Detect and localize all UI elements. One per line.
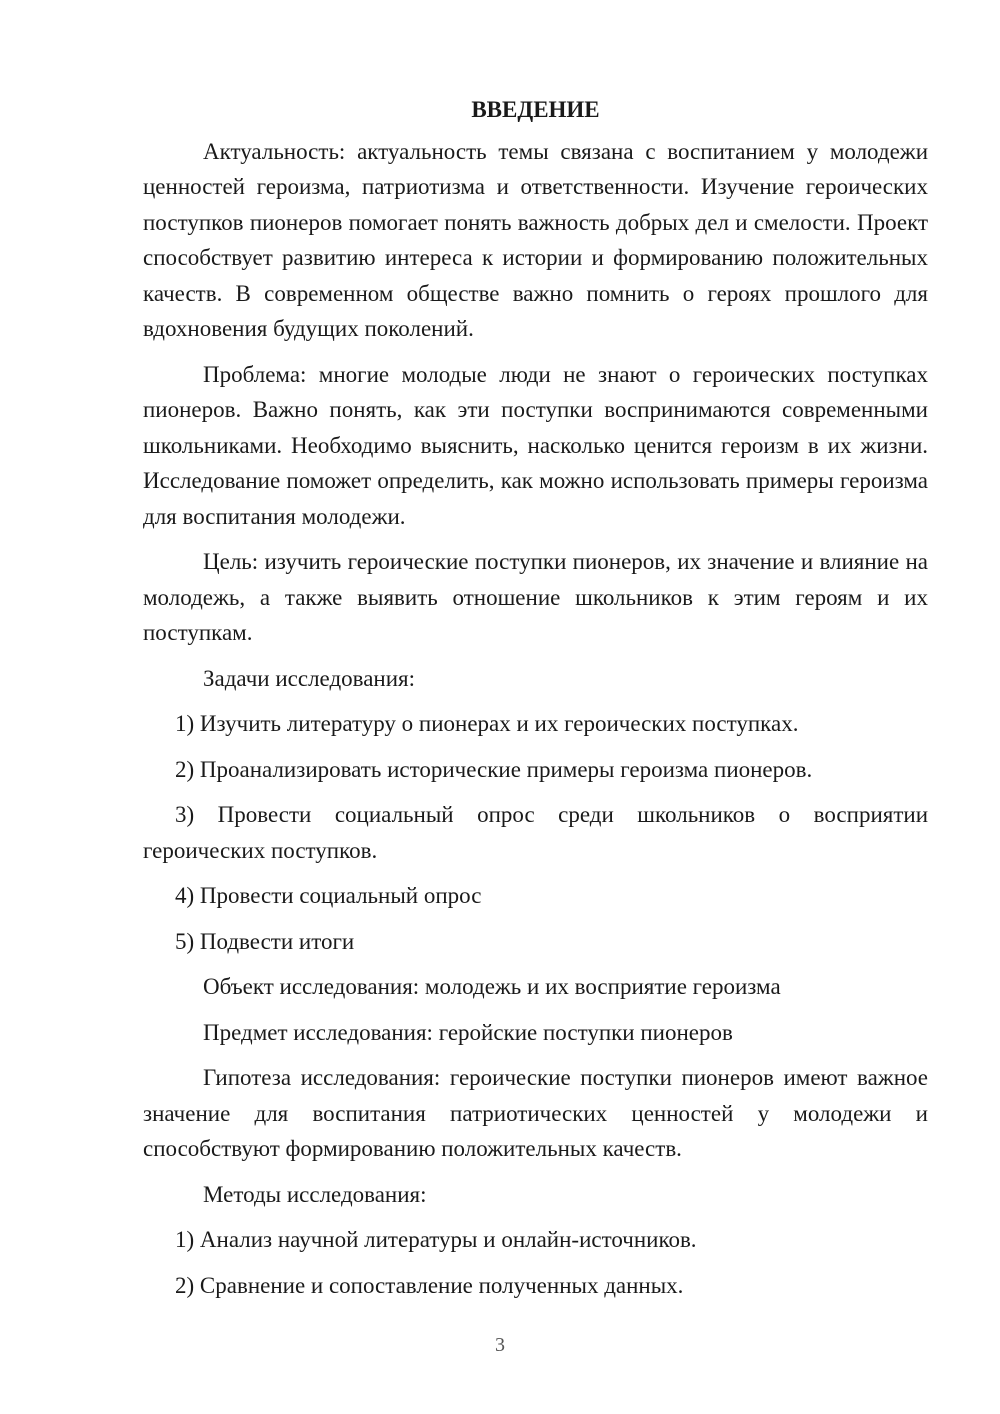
- research-object: Объект исследования: молодежь и их восприятие героизма: [203, 974, 781, 999]
- methods-heading: Методы исследования:: [203, 1181, 427, 1207]
- page-number: 3: [495, 1334, 505, 1356]
- research-subject: Предмет исследования: геройские поступки пионеров: [203, 1019, 733, 1045]
- task-item-1: 1) Изучить литературу о пионерах и их героических поступках.: [175, 711, 799, 736]
- hypothesis-paragraph: Гипотеза исследования: героические поступки пионеров имеют важное значение для воспитания патриотических ценностей у молодежи и способствуют формированию положительных качеств.: [143, 1065, 928, 1161]
- relevance-paragraph: Актуальность: актуальность темы связана с воспитанием у молодежи ценностей героизма, патриотизма и ответственности. Изучение героических поступков пионеров помогает понять важность добрых дел и смелости. Проект способствует развитию интереса к истории и формированию положительных качеств. В современном обществе важно помнить о героях прошлого для вдохновения будущих поколений.: [143, 138, 928, 341]
- section-title: ВВЕДЕНИЕ: [471, 97, 600, 122]
- task-item-5: 5) Подвести итоги: [175, 928, 355, 954]
- problem-paragraph: Проблема: многие молодые люди не знают о героических поступках пионеров. Важно понять, как эти поступки воспринимаются современными школьниками. Необходимо выяснить, насколько ценится героизм в их жизни. Исследование поможет определить, как можно использовать примеры героизма для воспитания молодежи.: [143, 361, 928, 529]
- task-item-2: 2) Проанализировать исторические примеры героизма пионеров.: [175, 756, 813, 782]
- task-item-4: 4) Провести социальный опрос: [175, 883, 482, 908]
- method-item-2: 2) Сравнение и сопоставление полученных данных.: [175, 1272, 684, 1298]
- task-item-3: 3) Провести социальный опрос среди школьников о восприятии героических поступков.: [143, 802, 928, 863]
- method-item-1: 1) Анализ научной литературы и онлайн-источников.: [175, 1227, 697, 1252]
- document-page: [143, 92, 928, 1313]
- goal-paragraph: Цель: изучить героические поступки пионеров, их значение и влияние на молодежь, а также выявить отношение школьников к этим героям и их поступкам.: [143, 549, 928, 645]
- tasks-heading: Задачи исследования:: [203, 665, 416, 691]
